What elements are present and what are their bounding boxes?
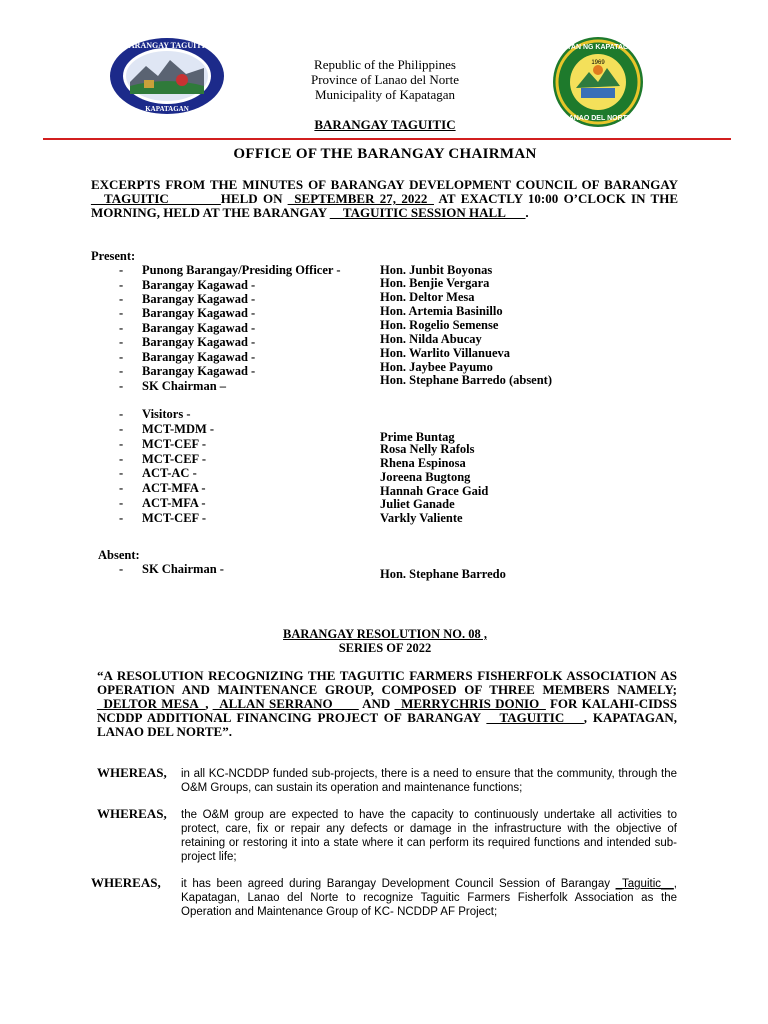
minutes-excerpt (91, 178, 678, 220)
resolution-series: SERIES OF 2022 (338, 641, 432, 655)
list-dash: - (119, 466, 124, 480)
list-dash: - (119, 496, 124, 510)
present-role: Barangay Kagawad - (142, 278, 256, 292)
letterhead (240, 57, 530, 102)
member-name: _ALLAN SERRANO____ (212, 696, 359, 711)
right-seal-year-text: 1969 (591, 60, 605, 66)
list-dash: - (119, 481, 124, 495)
list-dash: - (119, 350, 124, 364)
visitor-name: Rosa Nelly Rafols (380, 442, 475, 456)
list-dash: - (119, 306, 124, 320)
visitor-name: Prime Buntag (380, 430, 455, 444)
whereas-label: WHEREAS, (91, 875, 161, 890)
barangay-seal-left (108, 36, 226, 116)
resolution-title-text-2: FOR KALAHI-CIDSS NCDDP ADDITIONAL FINANCING PROJECT OF BARANGAY (97, 696, 677, 725)
present-label: Present: (91, 249, 136, 263)
visitor-role: MCT-MDM - (142, 422, 215, 436)
present-name: Hon. Deltor Mesa (380, 290, 475, 304)
right-seal-bottom-text: LANAO DEL NORTE (564, 115, 632, 122)
province-line: Province of Lanao del Norte (310, 72, 459, 87)
present-role: Barangay Kagawad - (142, 350, 256, 364)
visitor-role: MCT-CEF - (142, 437, 207, 451)
list-dash: - (119, 562, 124, 576)
left-seal-top-text: BARANGAY TAGUITIC (123, 41, 211, 50)
barangay-title: BARANGAY TAGUITIC (314, 117, 456, 132)
present-role: Barangay Kagawad - (142, 292, 256, 306)
visitor-role: MCT-CEF - (142, 511, 207, 525)
office-title: OFFICE OF THE BARANGAY CHAIRMAN (233, 146, 537, 162)
present-name: Hon. Benjie Vergara (380, 276, 490, 290)
present-name: Hon. Nilda Abucay (380, 332, 482, 346)
present-role: Barangay Kagawad - (142, 306, 256, 320)
list-dash: - (119, 422, 124, 436)
resolution-title-text-1: “A RESOLUTION RECOGNIZING THE TAGUITIC FARMERS FISHERFOLK ASSOCIATION AS OPERATION AND MAINTENANCE GROUP, COMPOSED OF THREE MEMBERS NAMELY; (97, 668, 677, 697)
present-role: SK Chairman – (142, 379, 227, 393)
visitors-label: Visitors - (142, 407, 191, 421)
present-name: Hon. Jaybee Payumo (380, 360, 493, 374)
visitor-role: MCT-CEF - (142, 452, 207, 466)
whereas-clause-pre: it has been agreed during Barangay Development Council Session of Barangay (181, 878, 616, 890)
left-seal-bottom-text: KAPATAGAN (145, 105, 189, 113)
whereas-label: WHEREAS, (97, 765, 167, 780)
list-dash: - (119, 335, 124, 349)
list-dash: - (119, 321, 124, 335)
header-divider (43, 138, 731, 140)
resolution-title-sep-1: , (205, 696, 213, 711)
country-line: Republic of the Philippines (314, 57, 456, 72)
visitor-name: Hannah Grace Gaid (380, 484, 489, 498)
whereas-clause-post: , Kapatagan, Lanao del Norte to recognize Taguitic Farmers Fisherfolk Association as the Operation and Maintenance Group of KC- NCDDP AF Project; (181, 878, 677, 918)
municipality-line: Municipality of Kapatagan (314, 87, 456, 102)
list-dash: - (119, 437, 124, 451)
resolution-title-sep-2: AND (358, 696, 395, 711)
present-role: Barangay Kagawad - (142, 335, 256, 349)
visitor-name: Joreena Bugtong (380, 470, 471, 484)
present-name: Hon. Junbit Boyonas (380, 263, 493, 277)
excerpt-text-1: EXCERPTS FROM THE MINUTES OF BARANGAY DEVELOPMENT COUNCIL OF BARANGAY (91, 177, 678, 192)
whereas-clause: in all KC-NCDDP funded sub-projects, there is a need to ensure that the community, through the O&M Groups, can sustain its operation and maintenance functions; (181, 768, 677, 794)
list-dash: - (119, 379, 124, 393)
resolution-number: BARANGAY RESOLUTION NO. 08 , (283, 627, 487, 641)
resolution-title (97, 669, 677, 739)
absent-name: Hon. Stephane Barredo (380, 567, 506, 581)
visitor-name: Varkly Valiente (380, 511, 463, 525)
resolution-title-text-3: , KAPATAGAN, LANAO DEL NORTE”. (97, 710, 677, 739)
member-name: _DELTOR MESA_ (97, 696, 206, 711)
present-role: Barangay Kagawad - (142, 364, 256, 378)
present-role: Barangay Kagawad - (142, 321, 256, 335)
present-role: Punong Barangay/Presiding Officer - (142, 263, 341, 277)
resolution-heading (230, 627, 540, 655)
excerpt-date: _SEPTEMBER 27, 2022_ (287, 191, 434, 206)
excerpt-venue: __TAGUITIC SESSION HALL___ (329, 205, 526, 220)
member-name: _MERRYCHRIS DONIO_ (394, 696, 546, 711)
visitor-name: Juliet Ganade (380, 497, 455, 511)
whereas-clause: the O&M group are expected to have the capacity to continuously undertake all activities to protect, care, fix or repair any defects or damage in the infrastructure with the objective of retaining or restoring it into a state where it can perform its required functions and intended sub-project life; (181, 809, 677, 863)
present-name: Hon. Artemia Basinillo (380, 304, 503, 318)
list-dash: - (119, 278, 124, 292)
list-dash: - (119, 452, 124, 466)
present-name: Hon. Warlito Villanueva (380, 346, 510, 360)
list-dash: - (119, 407, 124, 421)
excerpt-text-4: . (525, 205, 529, 220)
absent-role: SK Chairman - (142, 562, 224, 576)
list-dash: - (119, 292, 124, 306)
excerpt-barangay: __TAGUITIC________ (91, 191, 221, 206)
visitor-role: ACT-MFA - (142, 481, 206, 495)
excerpt-text-2: HELD ON (220, 191, 288, 206)
present-name: Hon. Stephane Barredo (absent) (380, 373, 553, 387)
absent-label: Absent: (98, 548, 140, 562)
resolution-barangay: __TAGUITIC___ (486, 710, 584, 725)
excerpt-text-3: AT EXACTLY 10:00 O’CLOCK IN THE MORNING, HELD AT THE BARANGAY (91, 191, 679, 220)
list-dash: - (119, 511, 124, 525)
whereas-label: WHEREAS, (97, 806, 167, 821)
visitor-role: ACT-AC - (142, 466, 197, 480)
present-name: Hon. Rogelio Semense (380, 318, 499, 332)
whereas-barangay: _Taguitic__ (615, 878, 674, 890)
list-dash: - (119, 263, 124, 277)
visitor-name: Rhena Espinosa (380, 456, 466, 470)
whereas-clause (181, 877, 677, 919)
visitor-role: ACT-MFA - (142, 496, 206, 510)
list-dash: - (119, 364, 124, 378)
right-seal-top-text: BAYAN NG KAPATAGAN (557, 44, 639, 51)
municipal-seal-right (549, 36, 647, 128)
